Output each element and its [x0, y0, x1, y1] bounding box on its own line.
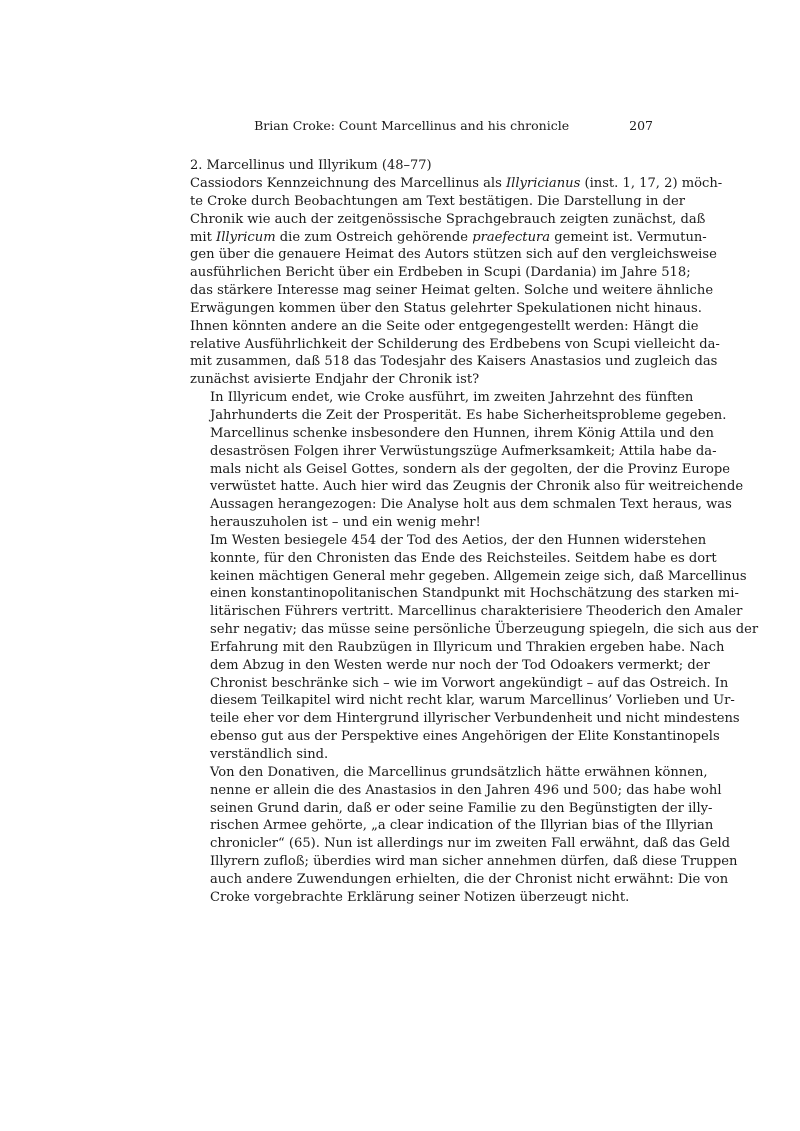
text-line: litärischen Führers vertritt. Marcellinus charakterisiere Theoderich den Amaler [210, 604, 743, 620]
text-line: Im Westen besiegele 454 der Tod des Aetios, der den Hunnen widerstehen [210, 532, 707, 548]
text-line: In Illyricum endet, wie Croke ausführt, im zweiten Jahrzehnt des fünften [210, 390, 694, 406]
text-line: chronicler“ (65). Nun ist allerdings nur im zweiten Fall erwähnt, daß das Geld [210, 836, 731, 852]
text-line: Erwägungen kommen über den Status gelehrter Spekulationen nicht hinaus. [190, 300, 702, 316]
text-line: herauszuholen ist – und ein wenig mehr! [210, 515, 481, 531]
text-line: dem Abzug in den Westen werde nur noch der Tod Odoakers vermerkt; der [210, 657, 710, 673]
running-head [190, 117, 653, 135]
text-line: Jahrhunderts die Zeit der Prosperität. Es habe Sicherheitsprobleme gegeben. [210, 407, 727, 423]
italic-term: Illyricianus [505, 176, 581, 191]
text-line: Illyrern zufloß; überdies wird man sicher annehmen dürfen, daß diese Truppen [210, 854, 738, 870]
text-line: auch andere Zuwendungen erhielten, die der Chronist nicht erwähnt: Die von [210, 871, 729, 887]
italic-term: praefectura [472, 229, 551, 245]
page [190, 117, 759, 907]
text-line: verwüstet hatte. Auch hier wird das Zeugnis der Chronik also für weitreichende [210, 479, 744, 495]
text-line: Chronik wie auch der zeitgenössische Sprachgebrauch zeigten zunächst, daß [190, 211, 706, 227]
text-line: gen über die genauere Heimat des Autors stützen sich auf den vergleichsweise [190, 247, 717, 263]
text-line: relative Ausführlichkeit der Schilderung des Erdbebens von Scupi vielleicht da- [190, 336, 720, 352]
text-line: keinen mächtigen General mehr gegeben. Allgemein zeige sich, daß Marcellinus [210, 568, 747, 584]
text-line: Von den Donativen, die Marcellinus grundsätzlich hätte erwähnen können, [210, 764, 708, 780]
text-line: Aussagen herangezogen: Die Analyse holt aus dem schmalen Text heraus, was [210, 497, 732, 513]
text-line: Chronist beschränke sich – wie im Vorwort angekündigt – auf das Ostreich. In [210, 675, 729, 691]
paragraph [190, 389, 744, 532]
text-line: teile eher vor dem Hintergrund illyrischer Verbundenheit und nicht mindestens [210, 711, 740, 727]
italic-term: Illyricum [216, 229, 276, 245]
text-line: Croke vorgebrachte Erklärung seiner Notizen überzeugt nicht. [210, 889, 630, 905]
text-line: te Croke durch Beobachtungen am Text bestätigen. Die Darstellung in der [190, 193, 686, 209]
text-line: nenne er allein die des Anastasios in den Jahren 496 und 500; das habe wohl [210, 782, 722, 798]
text-line: ebenso gut aus der Perspektive eines Angehörigen der Elite Konstantinopels [210, 729, 720, 745]
text-line: verständlich sind. [210, 747, 329, 762]
text-line: einen konstantinopolitanischen Standpunkt mit Hochschätzung des starken mi- [210, 586, 739, 602]
text-line: sehr negativ; das müsse seine persönliche Überzeugung spiegeln, die sich aus der [210, 622, 759, 638]
body-text [190, 175, 759, 907]
text-line: das stärkere Interesse mag seiner Heimat gelten. Solche und weitere ähnliche [190, 283, 714, 299]
paragraph [190, 764, 738, 907]
paragraph [190, 532, 759, 764]
running-title: Brian Croke: Count Marcellinus and his chronicle [254, 118, 570, 133]
text-line: Ihnen könnten andere an die Seite oder entgegengestellt werden: Hängt die [190, 318, 699, 334]
page-number: 207 [629, 118, 653, 133]
text-line: rischen Armee gehörte, „a clear indication of the Illyrian bias of the Illyrian [210, 818, 714, 834]
text-line: zunächst avisierte Endjahr der Chronik ist? [190, 372, 480, 388]
text-line: desaströsen Folgen ihrer Verwüstungszüge Aufmerksamkeit; Attila habe da- [210, 443, 717, 459]
text-line: mit Illyricum die zum Ostreich gehörende praefectura gemeint ist. Vermutun- [190, 229, 707, 245]
text-line: ausführlichen Bericht über ein Erdbeben in Scupi (Dardania) im Jahre 518; [190, 265, 691, 281]
text-line: Erfahrung mit den Raubzügen in Illyricum und Thrakien ergeben habe. Nach [210, 639, 725, 655]
text-line: seinen Grund darin, daß er oder seine Familie zu den Begünstigten der illy- [210, 800, 713, 816]
text-line: konnte, für den Chronisten das Ende des Reichsteiles. Seitdem habe es dort [210, 550, 717, 566]
paragraph [190, 175, 723, 389]
text-line: mals nicht als Geisel Gottes, sondern als der gegolten, der die Provinz Europe [210, 461, 730, 477]
text-line: mit zusammen, daß 518 das Todesjahr des Kaisers Anastasios und zugleich das [190, 354, 718, 370]
text-line: Cassiodors Kennzeichnung des Marcellinus als Illyricianus (inst. 1, 17, 2) möch- [190, 176, 723, 191]
text-line: diesem Teilkapitel wird nicht recht klar, warum Marcellinus’ Vorlieben und Ur- [210, 693, 735, 709]
section-heading: 2. Marcellinus und Illyrikum (48–77) [190, 158, 432, 173]
text-line: Marcellinus schenke insbesondere den Hunnen, ihrem König Attila und den [210, 425, 714, 441]
